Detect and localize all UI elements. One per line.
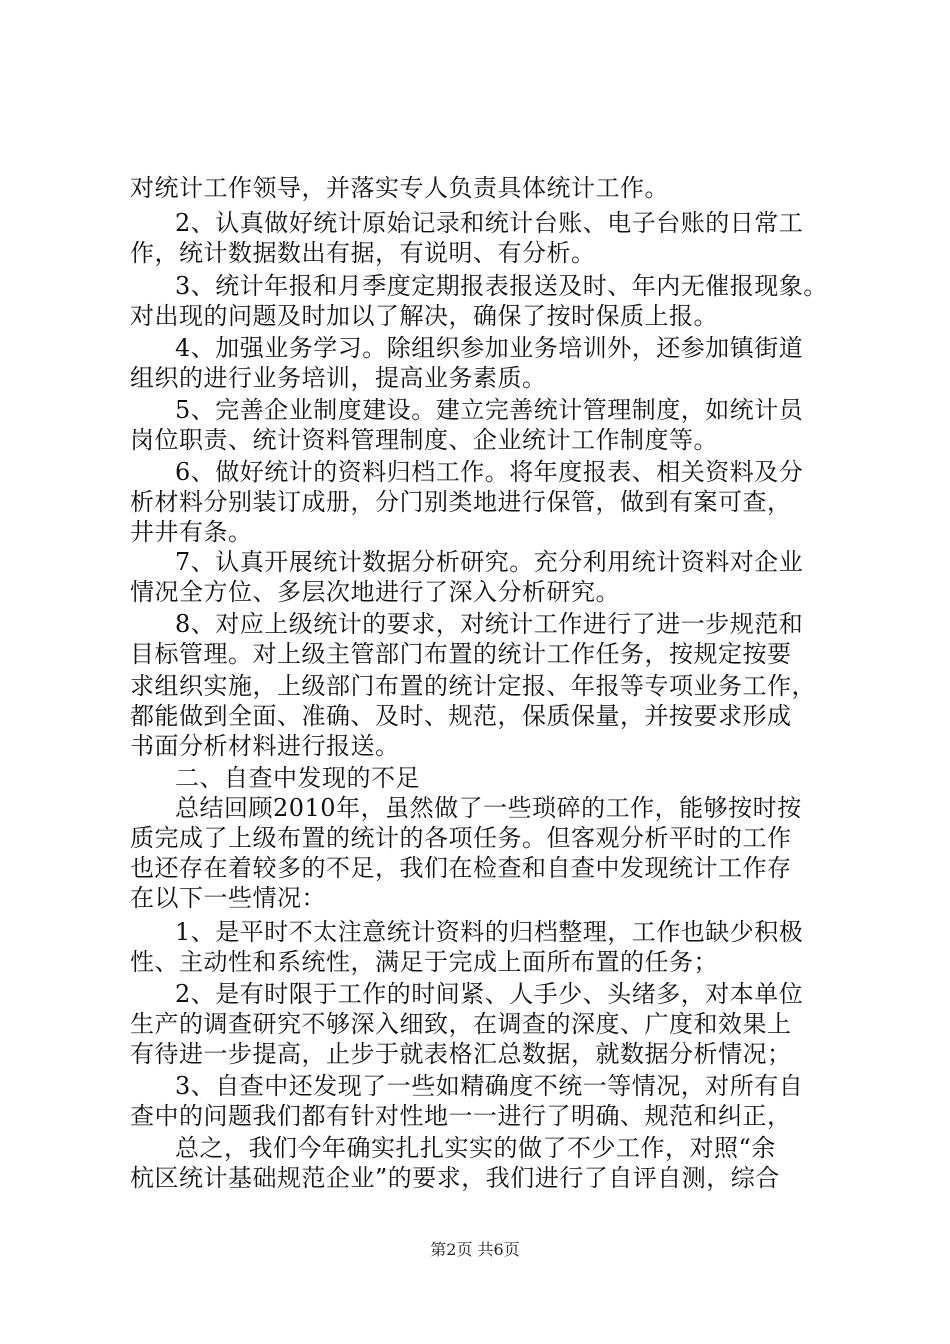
text-line: 组织的进行业务培训，提高业务素质。 — [130, 364, 547, 392]
section-heading: 二、自查中发现的不足 — [175, 764, 420, 792]
text-line: 7、认真开展统计数据分析研究。充分利用统计资料对企业 — [175, 548, 804, 576]
text-line: 2、认真做好统计原始记录和统计台账、电子台账的日常工 — [175, 209, 804, 237]
text-line: 查中的问题我们都有针对性地一一进行了明确、规范和纠正， — [130, 1102, 792, 1130]
text-line: 井井有条。 — [130, 518, 253, 546]
text-line: 都能做到全面、准确、及时、规范，保质保量，并按要求形成 — [130, 702, 792, 730]
text-line: 生产的调查研究不够深入细致，在调查的深度、广度和效果上 — [130, 1010, 792, 1038]
text-line: 质完成了上级布置的统计的各项任务。但客观分析平时的工作 — [130, 824, 792, 852]
text-line: 对统计工作领导，并落实专人负责具体统计工作。 — [130, 174, 669, 202]
text-line: 有待进一步提高，止步于就表格汇总数据，就数据分析情况； — [130, 1040, 792, 1068]
text-line: 6、做好统计的资料归档工作。将年度报表、相关资料及分 — [175, 458, 804, 486]
text-line: 5、完善企业制度建设。建立完善统计管理制度，如统计员 — [175, 396, 804, 424]
text-line: 求组织实施，上级部门布置的统计定报、年报等专项业务工作， — [130, 672, 816, 700]
text-line: 目标管理。对上级主管部门布置的统计工作任务，按规定按要 — [130, 640, 792, 668]
text-line: 2、是有时限于工作的时间紧、人手少、头绪多，对本单位 — [175, 980, 804, 1008]
text-line: 作，统计数据数出有据，有说明、有分析。 — [130, 239, 596, 267]
text-line: 性、主动性和系统性，满足于完成上面所布置的任务； — [130, 948, 718, 976]
text-line: 对出现的问题及时加以了解决，确保了按时保质上报。 — [130, 302, 718, 330]
text-line: 4、加强业务学习。除组织参加业务培训外，还参加镇街道 — [175, 334, 804, 362]
text-line: 8、对应上级统计的要求，对统计工作进行了进一步规范和 — [175, 610, 804, 638]
text-line: 在以下一些情况： — [130, 884, 326, 912]
text-line: 总结回顾2010年，虽然做了一些琐碎的工作，能够按时按 — [175, 794, 802, 822]
text-line: 书面分析材料进行报送。 — [130, 732, 400, 760]
text-line: 杭区统计基础规范企业”的要求，我们进行了自评自测，综合 — [130, 1164, 780, 1192]
text-line: 析材料分别装订成册，分门别类地进行保管，做到有案可查， — [130, 488, 792, 516]
text-line: 岗位职责、统计资料管理制度、企业统计工作制度等。 — [130, 426, 718, 454]
text-line: 也还存在着较多的不足，我们在检查和自查中发现统计工作存 — [130, 854, 792, 882]
page-number-footer: 第2页 共6页 — [430, 1240, 520, 1259]
text-line: 情况全方位、多层次地进行了深入分析研究。 — [130, 578, 620, 606]
text-line: 3、统计年报和月季度定期报表报送及时、年内无催报现象。 — [175, 272, 828, 300]
text-line: 1、是平时不太注意统计资料的归档整理，工作也缺少积极 — [175, 918, 804, 946]
text-line: 3、自查中还发现了一些如精确度不统一等情况，对所有自 — [175, 1072, 804, 1100]
text-line: 总之，我们今年确实扎扎实实的做了不少工作，对照“余 — [175, 1134, 776, 1162]
